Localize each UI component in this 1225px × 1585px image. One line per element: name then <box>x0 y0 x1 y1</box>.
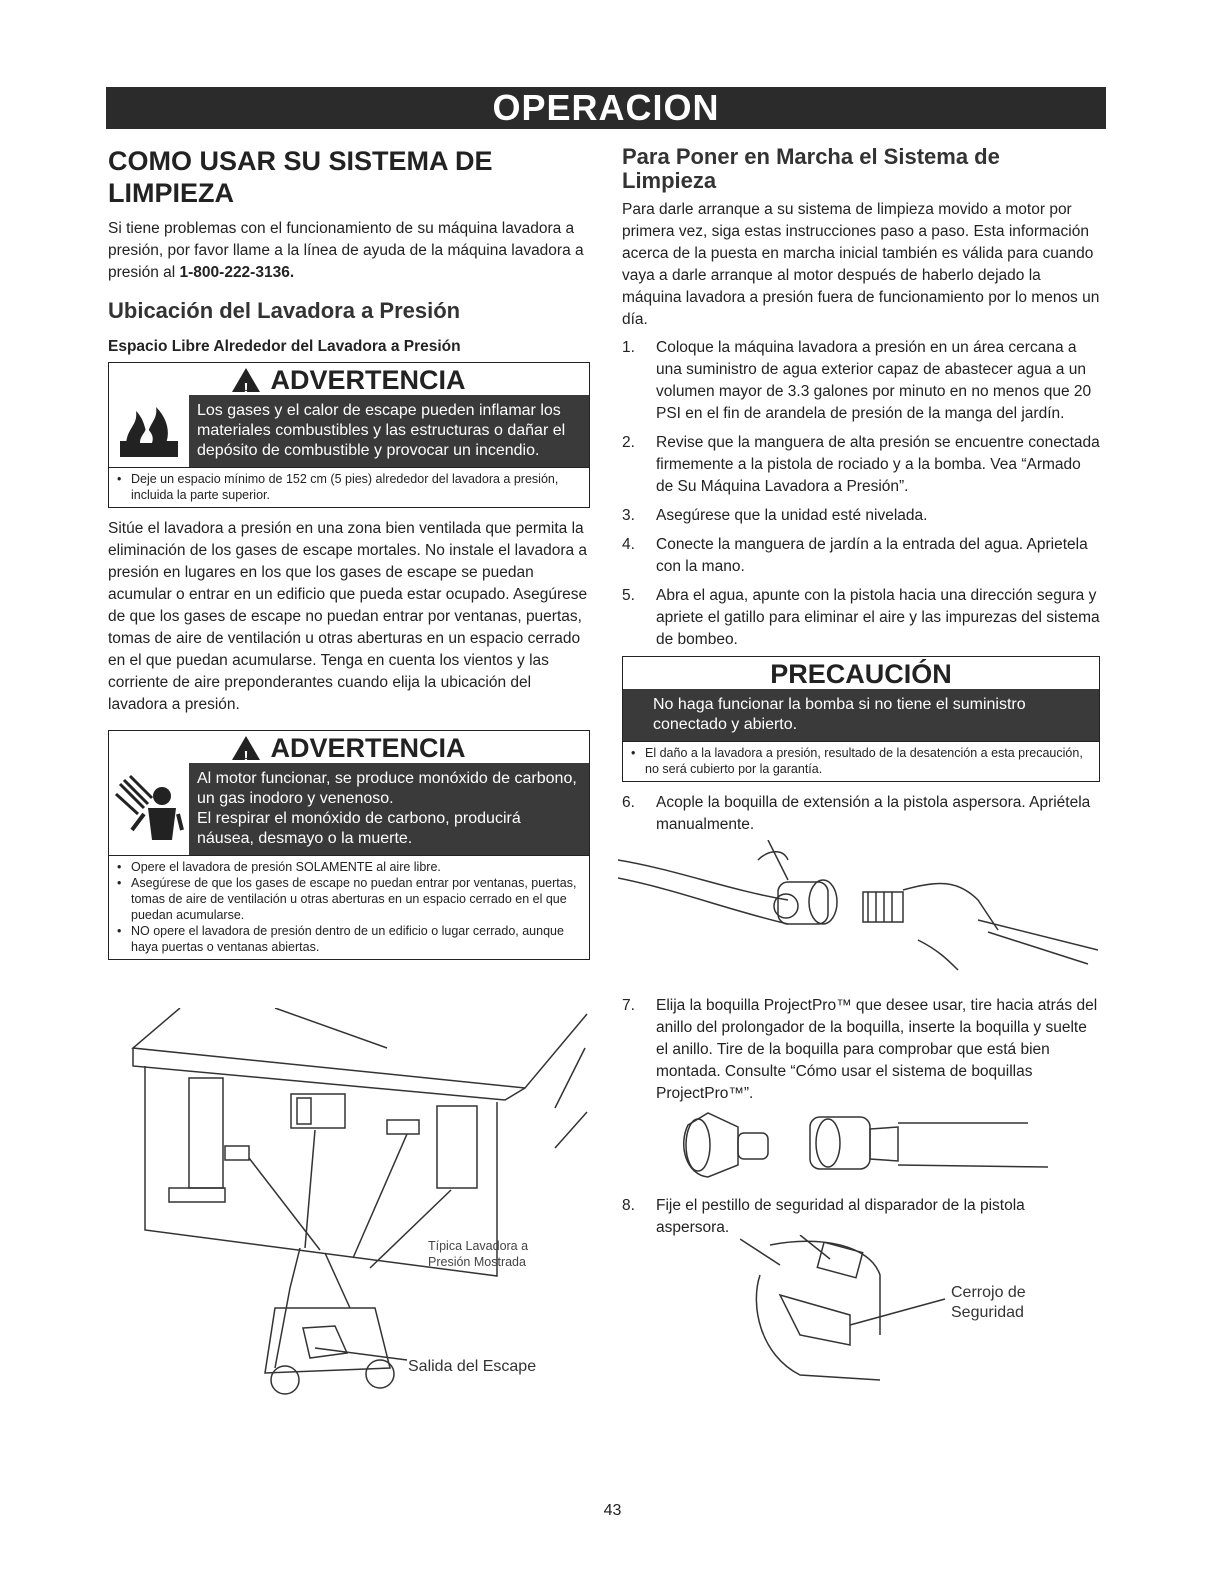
list-item: 5. Abra el agua, apunte con la pistola hacia una dirección segura y apriete el gatillo para eliminar el aire y las impurezas del sistema de bombeo. <box>622 587 1100 648</box>
page-number: 43 <box>603 1502 622 1519</box>
intro-paragraph: Si tiene problemas con el funcionamiento de su máquina lavadora a presión, por favor llame a la línea de ayuda de la máquina lavadora a presión al 1-800-222-3136. <box>108 220 584 281</box>
nozzle-illustration <box>678 1105 1058 1185</box>
list-item: 4. Conecte la manguera de jardín a la entrada del agua. Aprietela con la mano. <box>622 536 1088 575</box>
section-banner <box>106 87 1106 129</box>
caution-text: No haga funcionar la bomba si no tiene el suministro conectado y abierto. <box>623 689 1099 741</box>
warning-text: El respirar el monóxido de carbono, producirá náusea, desmayo o la muerte. <box>197 810 521 847</box>
list-item: 1. Coloque la máquina lavadora a presión en un área cercana a una suministro de agua exterior capaz de abastecer agua a un volumen mayor de 3.3 galones por minuto en no menos que 20 PSI en el fin de arandela de presión de la manga del jardín. <box>622 339 1092 422</box>
caution-box <box>622 656 1100 782</box>
warning-text: Al motor funcionar, se produce monóxido de carbono, un gas inodoro y venenoso. <box>197 770 577 807</box>
page-heading: COMO USAR SU SISTEMA DE LIMPIEZA <box>108 146 493 208</box>
warning-bullet: • Deje un espacio mínimo de 152 cm (5 pies) alrededor del lavadora a presión, incluida la parte superior. <box>117 471 581 503</box>
list-item: 6. Acople la boquilla de extensión a la pistola aspersora. Apriétela manualmente. <box>622 794 1091 833</box>
typical-unit-caption: Típica Lavadora a Presión Mostrada <box>428 1239 529 1269</box>
startup-heading: Para Poner en Marcha el Sistema de Limpieza <box>622 144 1000 193</box>
list-item: 8. Fije el pestillo de seguridad al disparador de la pistola aspersora. <box>622 1197 1025 1236</box>
safety-latch-caption: Cerrojo de Seguridad <box>951 1284 1026 1321</box>
warning-triangle-icon <box>232 368 260 392</box>
warning-triangle-icon <box>232 736 260 760</box>
safety-latch-illustration <box>740 1235 950 1385</box>
warning-title: ADVERTENCIA <box>270 733 466 763</box>
startup-intro: Para darle arranque a su sistema de limpieza movido a motor por primera vez, siga estas instrucciones paso a paso. Esta información acerca de la puesta en marcha inicial también es válida para cuando vaya a darle arranque al motor después de haberlo dejado la máquina lavadora a presión fuera de funcionamiento por lo menos un día. <box>622 201 1100 328</box>
warning-bullet: • NO opere el lavadora de presión dentro de un edificio o lugar cerrado, aunque haya puertas o ventanas abiertas. <box>117 923 581 955</box>
toxic-fumes-icon <box>109 763 189 855</box>
banner-title: OPERACION <box>492 87 720 128</box>
warning-box-co <box>108 730 590 960</box>
right-column <box>622 145 1100 843</box>
startup-steps <box>622 337 1100 651</box>
list-item: 7. Elija la boquilla ProjectPro™ que desee usar, tire hacia atrás del anillo del prolongador de la boquilla, inserte la boquilla y suelte el anillo. Tire de la boquilla para comprobar que está bien montada. Consulte “Cómo usar el sistema de boquillas ProjectPro™”. <box>622 997 1098 1102</box>
caution-bullet: • El daño a la lavadora a presión, resultado de la desatención a esta precaución, no será cubierto por la garantía. <box>631 745 1091 777</box>
location-heading: Ubicación del Lavadora a Presión <box>108 298 461 323</box>
left-column <box>108 145 590 970</box>
caution-title: PRECAUCIÓN <box>770 659 952 689</box>
fire-icon <box>109 395 189 467</box>
warning-box-fire <box>108 362 590 508</box>
house-exhaust-illustration <box>125 1008 595 1398</box>
ventilation-paragraph: Sitúe el lavadora a presión en una zona bien ventilada que permita la eliminación de los gases de escape mortales. No instale el lavadora a presión en lugares en los que los gases de escape se puedan acumular o entrar en un edificio que pueda estar ocupado. Asegúrese de que los gases de escape no puedan entrar por ventanas, puertas, tomas de aire de ventilación u otras aberturas en un espacio cerrado en el que puedan acumularse. Tenga en cuenta los vientos y las corriente de aire preponderantes cuando elija la ubicación del lavadora a presión. <box>108 520 588 713</box>
clearance-subheading: Espacio Libre Alrededor del Lavadora a Presión <box>108 338 461 355</box>
list-item: 3. Asegúrese que la unidad esté nivelada. <box>622 507 928 524</box>
warning-text: Los gases y el calor de escape pueden inflamar los materiales combustibles y las estructuras o dañar el depósito de combustible y provocar un incendio. <box>189 395 589 467</box>
list-item: 2. Revise que la manguera de alta presión se encuentre conectada firmemente a la pistola de rociado y a la bomba. Vea “Armado de Su Máquina Lavadora a Presión”. <box>622 434 1100 495</box>
warning-bullet: • Asegúrese de que los gases de escape no puedan entrar por ventanas, puertas, tomas de aire de ventilación u otras aberturas en un espacio cerrado en el que puedan acumularse. <box>117 875 581 923</box>
warning-bullet: • Opere el lavadora de presión SOLAMENTE al aire libre. <box>117 859 581 875</box>
extension-wand-illustration <box>618 840 1098 980</box>
exhaust-caption: Salida del Escape <box>408 1358 537 1375</box>
warning-title: ADVERTENCIA <box>270 365 466 395</box>
helpline-phone: 1-800-222-3136. <box>179 264 295 281</box>
